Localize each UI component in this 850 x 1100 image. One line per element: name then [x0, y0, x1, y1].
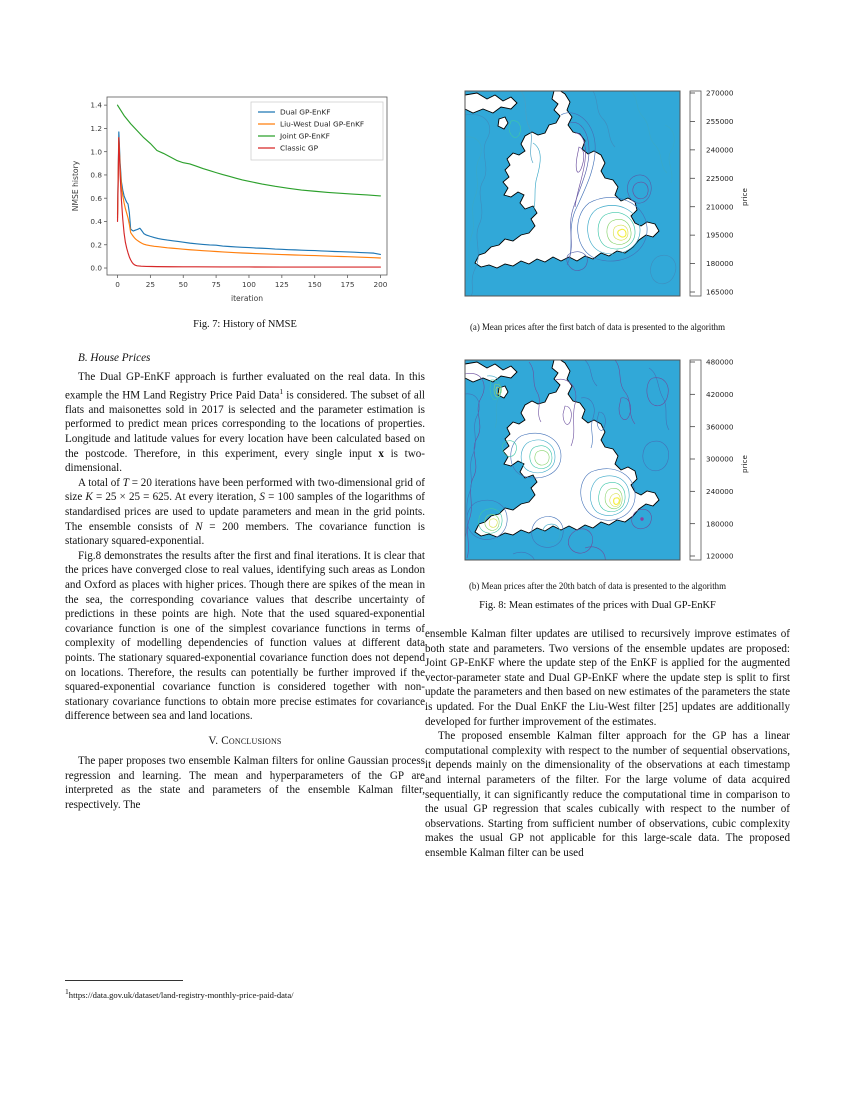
colorbar-tick-label: 420000 — [706, 389, 734, 399]
paragraph-right-1: ensemble Kalman filter updates are utilised to recursively improve estimates of both state and parameters. Two versions of the ensemble updates are proposed: Joint GP-EnKF where the update step of the EnKF is applied for the augmented vector-parameter state and Dual GP-EnKF where the update step is split to first update the parameters and then based on new estimates of the parameters the state is updated. For the Dual EnKF the Liu-West filter [25] updates are additionally developed for further improvement of the estimates. — [425, 628, 790, 728]
colorbar-a-title: price — [740, 188, 749, 206]
legend-label-2: Joint GP-EnKF — [280, 131, 330, 141]
legend-label-3: Classic GP — [280, 143, 319, 153]
map-b-canvas — [465, 359, 680, 566]
colorbar-tick-label: 225000 — [706, 173, 734, 183]
footnote-1 — [65, 986, 425, 1001]
colorbar-tick-label: 270000 — [706, 88, 734, 98]
map-a-svg — [425, 85, 770, 310]
para2-part-5: = 200 members. The covariance function is stationary squared-exponential. — [65, 520, 425, 548]
legend-label-1: Liu-West Dual GP-EnKF — [280, 119, 365, 129]
colorbar-tick-label: 240000 — [706, 145, 734, 155]
paragraph-house-prices-1 — [65, 370, 425, 476]
x-tick-label: 200 — [373, 280, 388, 289]
figure-7-nmse-chart — [65, 85, 410, 310]
colorbar-tick-label: 180000 — [706, 259, 734, 269]
x-tick-label: 50 — [178, 280, 188, 289]
map-a-canvas — [465, 90, 680, 296]
para2-part-2: = 20 iterations have been performed with two-dimensional grid of size — [65, 476, 425, 504]
y-tick-label: 1.2 — [90, 124, 102, 134]
figure-8a-map — [425, 85, 770, 332]
footnote-url: https://data.gov.uk/dataset/land-registry-monthly-price-paid-data/ — [68, 989, 294, 1000]
colorbar-tick-label: 210000 — [706, 202, 734, 212]
colorbar-tick-label: 255000 — [706, 117, 734, 127]
x-tick-label: 150 — [307, 280, 322, 289]
y-tick-label: 0.6 — [90, 193, 102, 203]
x-tick-label: 25 — [145, 280, 156, 289]
colorbar-tick-label: 360000 — [706, 422, 734, 432]
para2-part-1: A total of — [78, 476, 120, 489]
colorbar-tick-label: 480000 — [706, 357, 734, 367]
chart-legend — [251, 102, 383, 160]
y-tick-label: 1.4 — [90, 100, 102, 110]
footnote-rule — [65, 980, 183, 981]
colorbar-tick-label: 180000 — [706, 519, 734, 529]
y-tick-label: 0.0 — [90, 263, 102, 273]
y-tick-label: 0.2 — [90, 240, 102, 250]
paragraph-house-prices-2 — [65, 476, 425, 549]
colorbar-b-title: price — [740, 455, 749, 473]
legend-label-0: Dual GP-EnKF — [280, 107, 331, 117]
figure-8a-caption: (a) Mean prices after the first batch of data is presented to the algorithm — [469, 322, 726, 332]
para2-part-3: = 25 × 25 = 625. At every iteration, — [95, 491, 257, 504]
para1-part-b: is considered. The subset of all flats and maisonettes sold in 2017 is selected and the parameter estimation is performed to predict mean prices corresponding to the locations of properties. Longitude and latitude values for every location have been calculated based on the postcode. Therefore, in this experiment, every single input — [65, 389, 425, 460]
x-tick-label: 0 — [115, 280, 120, 289]
para1-part-c: is two-dimensional. — [65, 447, 425, 475]
symbol-K: K — [85, 491, 93, 504]
figure-8b-caption: (b) Mean prices after the 20th batch of data is presented to the algorithm — [468, 581, 727, 591]
colorbar-tick-label: 165000 — [706, 287, 734, 297]
colorbar-tick-label: 120000 — [706, 551, 734, 561]
x-axis-label: iteration — [230, 294, 264, 303]
y-tick-label: 1.0 — [90, 147, 102, 157]
para1-part-a: The Dual GP-EnKF approach is further evaluated on the real data. In this example the HM Land Registry Price Paid Data — [65, 371, 425, 402]
footnote-number: 1 — [65, 987, 69, 996]
x-tick-label: 75 — [211, 280, 221, 289]
colorbar-tick-label: 240000 — [706, 486, 734, 496]
section-heading-conclusions: V. Conclusions — [208, 734, 282, 747]
footnote-marker-1: 1 — [279, 386, 284, 396]
left-column — [65, 85, 425, 1000]
colorbar-tick-label: 195000 — [706, 230, 734, 240]
y-tick-label: 0.8 — [90, 170, 102, 180]
para2-part-4: = 100 samples of the logarithms of standardised prices are used to update parameters and mean in the grid points. The ensemble consists of — [65, 491, 425, 533]
symbol-T: T — [122, 476, 129, 489]
section-heading-house-prices: B. House Prices — [78, 352, 151, 364]
y-axis-label: NMSE history — [71, 160, 80, 212]
paragraph-house-prices-3: Fig.8 demonstrates the results after the first and final iterations. It is clear that the prices have converged close to real values, identifying such areas as London and Oxford as places with higher prices. Though there are spikes of the mean in the sea, the corresponding covariance values that describe uncertainty of predictions in these points are high. Note that the used squared-exponential covariance function is one of the simplest covariance functions in terms of complexity of modelling dependencies of function values at different data points. The stationary squared-exponential covariance function does not depend on locations. Therefore, the results can potentially be further improved if the squared-exponential covariance function is considered together with non-stationary covariance functions to obtain more precise estimates for covariance difference between sea and land locations. — [65, 549, 425, 723]
figure-7-caption: Fig. 7: History of NMSE — [193, 319, 297, 330]
figure-8b-map — [425, 354, 770, 611]
symbol-S: S — [259, 491, 265, 504]
input-symbol: x — [378, 447, 384, 460]
figure-8-caption: Fig. 8: Mean estimates of the prices with Dual GP-EnKF — [479, 600, 716, 611]
map-b-svg — [425, 354, 770, 569]
colorbar-tick-label: 300000 — [706, 454, 734, 464]
footnote-area — [65, 980, 425, 1001]
paragraph-right-2: The proposed ensemble Kalman filter approach for the GP has a linear computational complexity with respect to the number of sequential observations, it depends mainly on the dimensionality of the observations at each timestamp and internal parameters of the filter. For the large volume of data acquired sequentially, it can significantly reduce the computational time in comparison to the usual GP regression that scales cubically with respect to the number of observations. Starting from sufficient number of observations, cubic complexity makes the usual GP not applicable for this large-scale data. The proposed ensemble Kalman filter can be used — [425, 730, 790, 859]
x-tick-label: 125 — [274, 280, 289, 289]
paragraph-conclusions-1: The paper proposes two ensemble Kalman filters for online Gaussian process regression and learning. The mean and hyperparameters of the GP are interpreted as the state and parameters of the ensemble Kalman filter, respectively. The — [65, 754, 425, 811]
x-tick-label: 100 — [242, 280, 256, 289]
nmse-line-chart — [65, 85, 410, 310]
symbol-N: N — [195, 520, 203, 533]
x-tick-label: 175 — [340, 280, 355, 289]
right-column — [425, 85, 790, 861]
y-tick-label: 0.4 — [90, 217, 102, 227]
